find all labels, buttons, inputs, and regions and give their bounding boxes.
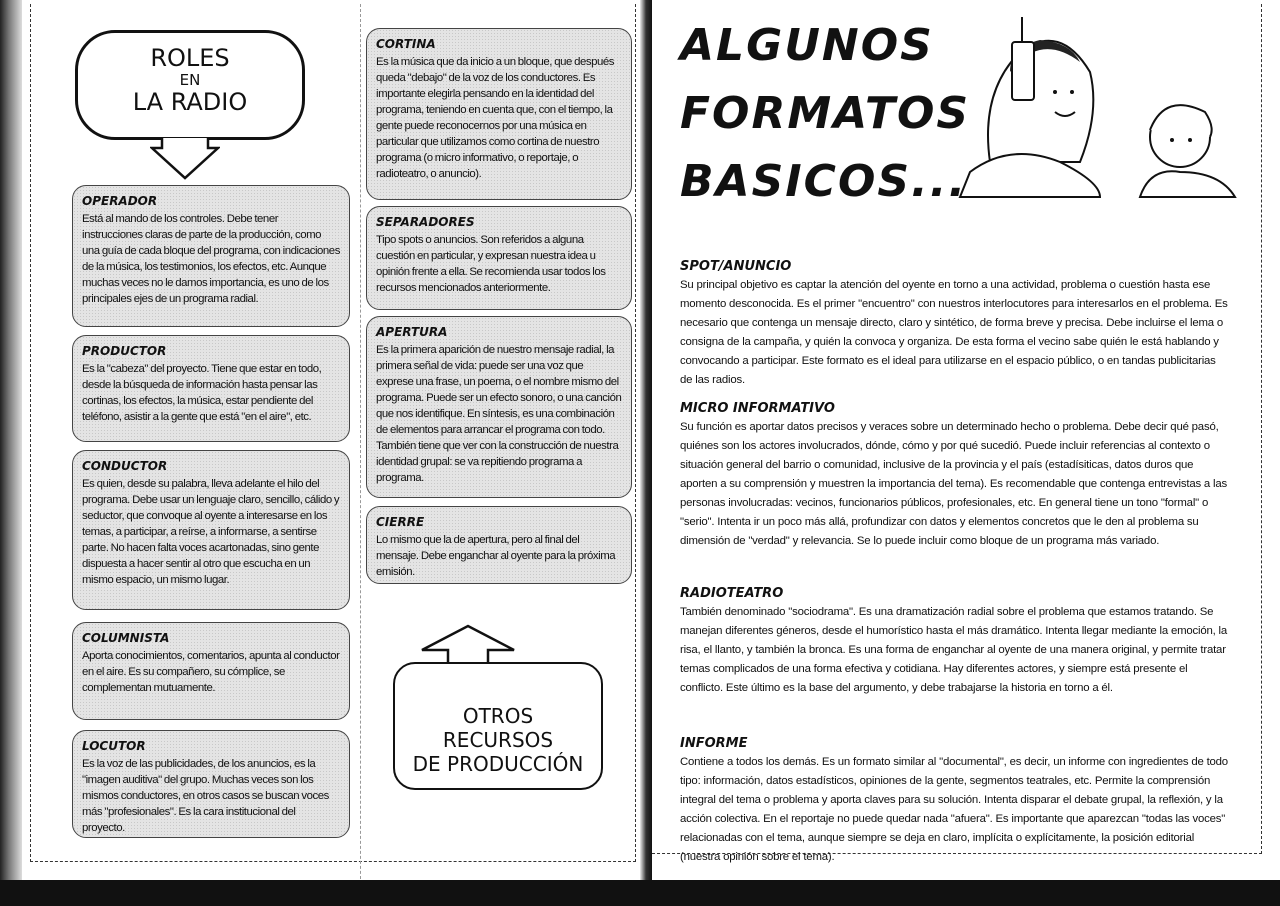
scan-shadow-left [0, 0, 22, 906]
role-text: Es la voz de las publicidades, de los anuncios, es la "imagen auditiva" del grupo. Muchas veces son los mismos conductores, en otros casos se buscan voces más "profesionales". Es la cara institucional del proyecto. [82, 758, 329, 834]
format-title: MICRO INFORMATIVO [680, 401, 835, 416]
format-title: RADIOTEATRO [680, 586, 784, 601]
resource-title: SEPARADORES [376, 215, 475, 229]
radio-listeners-illustration [950, 12, 1240, 202]
roles-title-line: EN [179, 71, 201, 89]
role-text: Está al mando de los controles. Debe tener instrucciones claras de parte de la producción, como una guía de cada bloque del programa, con indicaciones de la música, los testimonios, los efectos, etc. Aunque muchas veces no le damos importancia, es uno de los principales ejes de un programa radial. [82, 213, 340, 305]
resource-title: CIERRE [376, 515, 425, 529]
role-title: COLUMNISTA [82, 631, 170, 645]
format-text: Contiene a todos los demás. Es un formato similar al "documental", es decir, un informe con ingredientes de todo tipo: información, datos estadísticos, opiniones de la gente, segmentos teatrales, etc. Permite la comprensión integral del tema o problema y aporta claves para su solución. Intenta disparar el debate grupal, la reflexión, y la acción colectiva. En el reportaje no puede quedar nada "afuera". Es importante que aparezcan "todas las voces" relacionadas con el tema, aunque siempre se deja en claro, implícita o explícitamente, la posición editorial (nuestra opinión sobre el tema). [680, 756, 1228, 863]
format-section-micro-informativo [680, 400, 1228, 551]
resource-card-cortina [366, 28, 632, 200]
resource-card-separadores [366, 206, 632, 310]
role-card-columnista [72, 622, 350, 720]
otros-recursos-box [393, 662, 603, 790]
format-section-spot [680, 258, 1228, 390]
title-line: ALGUNOS [680, 20, 934, 71]
roles-speech-bubble [75, 30, 305, 140]
title-line: FORMATOS [680, 88, 971, 139]
arrow-down-icon [150, 136, 220, 180]
role-text: Aporta conocimientos, comentarios, apunta al conductor en el aire. Es su compañero, su cómplice, se complementan mutuamente. [82, 650, 340, 694]
role-card-productor [72, 335, 350, 442]
role-text: Es quien, desde su palabra, lleva adelante el hilo del programa. Debe usar un lenguaje claro, sencillo, cálido y seductor, que convoque al oyente a interesarse en los temas, a participar, a reírse, a informarse, a sentirse parte. No hacen falta voces acartonadas, sino gente dispuesta a hacer sentir al otro que escucha en un mismo espacio, un mismo lugar. [82, 478, 340, 586]
role-title: LOCUTOR [82, 739, 146, 753]
resource-card-cierre [366, 506, 632, 584]
role-title: CONDUCTOR [82, 459, 168, 473]
roles-title-line: LA RADIO [132, 88, 248, 116]
role-title: PRODUCTOR [82, 344, 167, 358]
format-text: También denominado "sociodrama". Es una dramatización radial sobre el problema que estamos tratando. Se manejan diferentes géneros, desde el humorístico hasta el más dramático. Intenta llegar mediante la emoción, la risa, el llanto, y también la bronca. Es una forma de enganchar al oyente de una manera original, y permite tratar temas complicados de una forma efectiva y cotidiana. Hay diferentes actores, y siempre está presente el conflicto. Este último es la base del argumento, y debe trabajarse la historia en torno a él. [680, 606, 1228, 694]
page-title [680, 12, 970, 216]
resource-card-apertura [366, 316, 632, 498]
scan-bottom-edge [0, 880, 1280, 906]
role-card-locutor [72, 730, 350, 838]
format-section-informe [680, 735, 1228, 867]
format-section-radioteatro [680, 585, 1228, 698]
role-card-operador [72, 185, 350, 327]
resource-title: CORTINA [376, 37, 436, 51]
role-card-conductor [72, 450, 350, 610]
resource-text: Lo mismo que la de apertura, pero al final del mensaje. Debe enganchar al oyente para la próxima emisión. [376, 534, 616, 578]
resource-text: Tipo spots o anuncios. Son referidos a alguna cuestión en particular, y expresan nuestra idea u opinión frente a ella. Se recomienda usar todos los recursos mencionados anteriormente. [376, 234, 606, 294]
role-text: Es la "cabeza" del proyecto. Tiene que estar en todo, desde la búsqueda de información hasta pensar las cortinas, los efectos, la música, estar pendiente del teléfono, asistir a la gente que está "en el aire", etc. [82, 363, 322, 423]
format-text: Su función es aportar datos precisos y veraces sobre un determinado hecho o problema. Debe decir qué pasó, quiénes son los actores involucrados, dónde, cómo y por qué sucedió. Puede incluir referencias al contexto o situación general del barrio o comunidad, inclusive de la provincia y el país (estadísiticas, datos duros que aporten a su comprensión y muestren la importancia del tema). Es recomendable que contenga entrevistas a las personas involucradas: vecinos, funcionarios públicos, profesionales, etc. En general tiene un tono "formal" o "serio". Intenta ir un poco más allá, profundizar con datos y elementos concretos que le den al problema su dimensión de "verdad" y relevancia. Se lo puede incluir como bloque de un programa más variado. [680, 421, 1227, 547]
otros-title-line: RECURSOS [442, 728, 554, 752]
arrow-up-icon [418, 624, 518, 666]
format-title: INFORME [680, 736, 748, 751]
role-title: OPERADOR [82, 194, 158, 208]
page-fold [640, 0, 652, 906]
otros-title-line: DE PRODUCCIÓN [412, 752, 584, 776]
title-line: BASICOS... [680, 156, 968, 207]
roles-title-line: ROLES [150, 44, 230, 72]
resource-title: APERTURA [376, 325, 448, 339]
resource-text: Es la primera aparición de nuestro mensaje radial, la primera señal de vida: puede ser una voz que exprese una frase, un poema, o el nombre mismo del programa. Puede ser un efecto sonoro, o una canción que nos identifique. En síntesis, es una combinación de elementos para arrancar el programa con todo. También tiene que ver con la construcción de nuestra identidad grupal: se va repitiendo programa a programa. [376, 344, 622, 484]
cut-line-middle [360, 4, 361, 904]
format-text: Su principal objetivo es captar la atención del oyente en torno a una actividad, problema o cuestión hasta ese momento desconocida. Es el primer "encuentro" con nuestros interlocutores para interesarlos en el problema. Es necesario que contenga un mensaje directo, claro y sintético, de forma breve y precisa. Debe incluirse el lema o consigna de la campaña, y quién la convoca y organiza. De esta forma el vecino sabe quién le está hablando y convocando a participar. Este formato es el ideal para utilizarse en el espacio público, o en tandas publicitarias de las radios. [680, 279, 1228, 386]
otros-title-line: OTROS [462, 704, 534, 728]
resource-text: Es la música que da inicio a un bloque, que después queda "debajo" de la voz de los conductores. Es importante elegirla pensando en la identidad del programa, teniendo en cuenta que, con el tiempo, la gente puede reconocernos por una música en particular que utilizamos como cortina de nuestro programa (o micro informativo, o reportaje, o radioteatro, o anuncio). [376, 56, 615, 180]
format-title: SPOT/ANUNCIO [680, 259, 792, 274]
